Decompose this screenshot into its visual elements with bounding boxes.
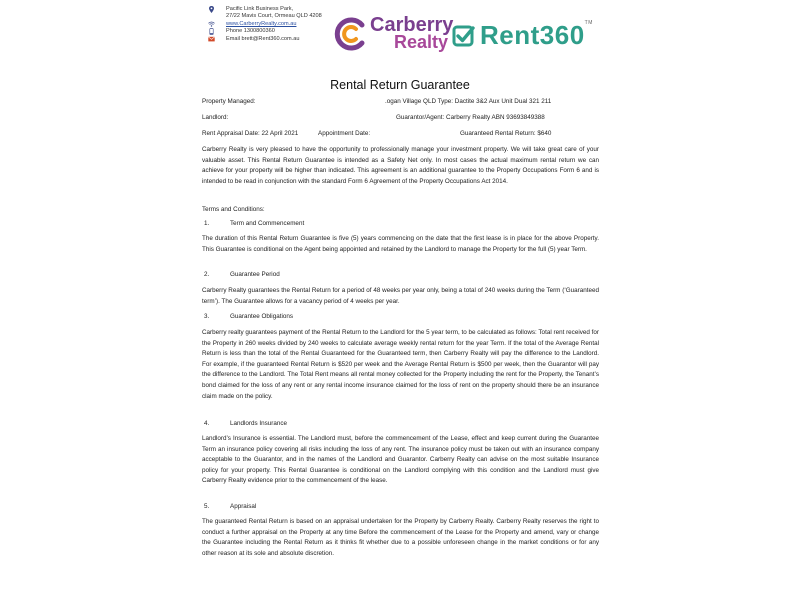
contact-block — [204, 6, 322, 43]
contact-email: Email brett@Rent360.com.au — [226, 35, 300, 42]
trademark-mark: TM — [584, 20, 593, 26]
location-pin-icon — [204, 6, 218, 13]
section-1-title: Term and Commencement — [230, 220, 305, 227]
document-title: Rental Return Guarantee — [330, 78, 470, 92]
email-icon — [204, 36, 218, 42]
contact-address-line1: Pacific Link Business Park, — [226, 6, 294, 12]
wifi-icon — [204, 21, 218, 27]
section-2-title: Guarantee Period — [230, 271, 280, 278]
guaranteed-rental-return: Guaranteed Rental Return: $640 — [460, 130, 552, 137]
section-4-title: Landlords Insurance — [230, 420, 288, 427]
section-4-body: Landlord’s Insurance is essential. The Landlord must, before the commencement of the Lease, effect and keep current during the Guarantee Term an insurance policy covering all risks including the loss of any rent. The insurance policy must be taken out with an insurance company acceptable to the Guarantor, and in the names of the Landlord and Guarantor. Carberry Realty can advise on the most suitable Insurance policy for your property. This Rental Guarantee is conditional on the Landlord complying with this condition and the Landlord must give Carberry Realty evidence prior to the commencement of the lease. — [202, 435, 599, 485]
checkbox-check-icon — [452, 24, 476, 48]
contact-address-row-2 — [204, 13, 322, 20]
carberry-logo-text: Carberry — [370, 14, 454, 36]
rent360-logo-text: Rent360 — [480, 20, 585, 50]
terms-heading: Terms and Conditions: — [202, 206, 265, 213]
section-3-body: Carberry realty guarantees payment of the Rental Return to the Landlord for the 5 year term, to be calculated as follows: Total rent received for the Property in 260 weeks divided by 240 weeks to calculate average weekly rental return for the year Term. If the total of the Average Rental Return is less than the total of the Rental Guaranteed for the Guaranteed term, then Carberry Realty will pay the difference to the Landlord. For example, if the guaranteed Rental Return is $520 per week and the Average Rental Return is $500 per week, then the Guarantor will pay the difference to the Landlord. The Total Rent means all rental money collected for the Property including the rent for the Property, the Tenant’s bond claimed for the loss of any rent or any rental income insurance claimed for the loss of rent on the property should there be an insurance claim made on the policy. — [202, 329, 599, 400]
section-2-body: Carberry Realty guarantees the Rental Return for a period of 48 weeks per year only, being a total of 240 weeks during the Term (‘Guaranteed term’). The Guarantee allows for a vacancy period of 4 weeks per year. — [202, 287, 599, 305]
rent360-logo — [452, 20, 593, 51]
section-5-body: The guaranteed Rental Return is based on an appraisal undertaken for the Property by Carberry Realty. Carberry Realty reserves the right to conduct a further appraisal on the Property at any time Before the commencement of the Lease for the Property and amend, vary or change the Guarantee including the Rental Return as it thinks fit whether due to a possible unforeseen change in the market conditions or for any other reason at its sole and absolute discretion. — [202, 518, 599, 557]
contact-phone-row — [204, 28, 322, 35]
section-1-body: The duration of this Rental Return Guarantee is five (5) years commencing on the date that the first lease is in place for the above Property. This Guarantee is conditional on the Agent being appointed and retained by the Landlord to manage the Property for the full (5) year Term. — [202, 235, 599, 253]
landlord-label: Landlord: — [202, 114, 229, 121]
intro-paragraph: Carberry Realty is very pleased to have the opportunity to professionally manage your investment property. We will take great care of your valuable asset. This Rental Return Guarantee is intended as a Safety Net only. In most cases the actual maximum rental return we can achieve for your property will be higher than indicated. This agreement is an additional guarantee to the Property Occupations Form 6 and is intended to be read in conjunction with the standard Form 6 Agreement of the Property Occupations Act 2014. — [202, 146, 599, 185]
section-3-number: 3. — [204, 313, 210, 320]
rent-appraisal-date: Rent Appraisal Date: 22 April 2021 — [202, 130, 299, 137]
section-5-title: Appraisal — [230, 503, 257, 510]
website-link[interactable]: www.CarberryRealty.com.au — [226, 20, 297, 27]
carberry-logo-mark-icon — [332, 16, 368, 52]
contact-address-line2: 27/22 Mavis Court, Ormeau QLD 4208 — [226, 13, 322, 20]
section-5-number: 5. — [204, 503, 210, 510]
section-1-number: 1. — [204, 220, 210, 227]
property-managed-value: .ogan Village QLD Type: Dactite 3&2 Aux Unit Dual 321 211 — [385, 98, 552, 105]
section-3-title: Guarantee Obligations — [230, 313, 294, 320]
contact-address-row — [204, 6, 322, 13]
contact-website-row — [204, 21, 322, 28]
phone-icon — [204, 28, 218, 35]
realty-logo-text: Realty — [394, 32, 449, 52]
contact-email-row — [204, 36, 322, 43]
section-4-number: 4. — [204, 420, 210, 427]
section-2-number: 2. — [204, 271, 210, 278]
guarantor-agent: Guarantor/Agent: Carberry Realty ABN 93693849388 — [396, 114, 545, 121]
property-managed-label: Property Managed: — [202, 98, 256, 105]
appointment-date: Appointment Date: — [318, 130, 371, 137]
carberry-realty-logo — [332, 16, 453, 52]
contact-phone: Phone 1300800360 — [226, 28, 275, 35]
